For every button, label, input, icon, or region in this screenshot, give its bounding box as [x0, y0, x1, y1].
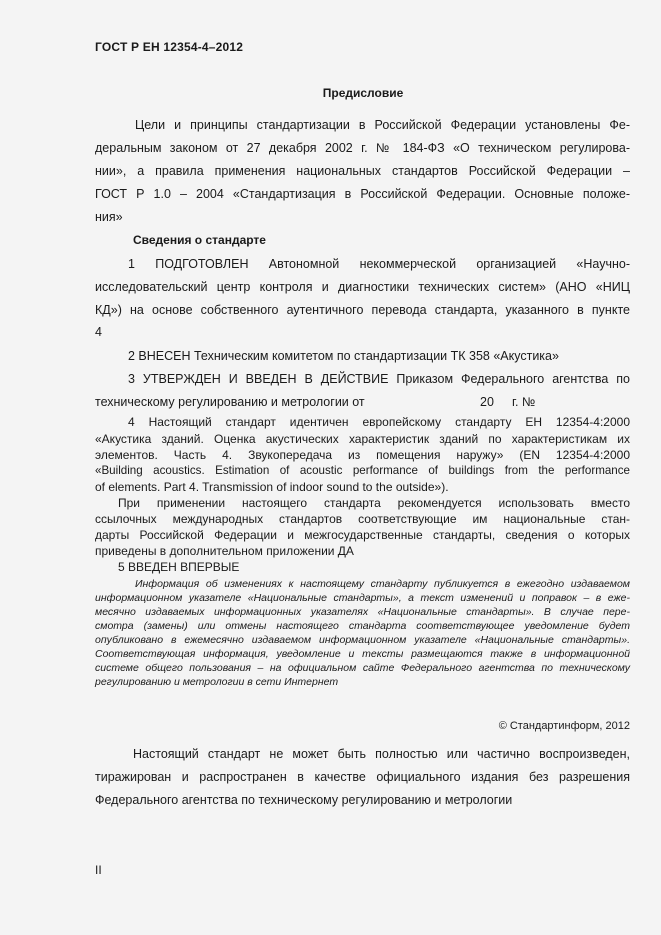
note-line: ссылочных международных стандартов соответствующие им национальные стан-: [95, 512, 630, 526]
item-3-line: техническому регулированию и метрологии от: [95, 395, 365, 409]
intro-line: Цели и принципы стандартизации в Российской Федерации установлены Фе-: [135, 118, 630, 132]
item-4-line: of elements. Part 4. Transmission of indoor sound to the outside»).: [95, 480, 449, 494]
info-line: регулированию и метрологии в сети Интернет: [95, 676, 339, 688]
foreword-title: Предисловие: [322, 86, 404, 100]
item-1-line: исследовательский центр контроля и диагностики технических систем» (АНО «НИЦ: [95, 280, 630, 294]
intro-line: деральным законом от 27 декабря 2002 г. № 184-ФЗ «О техническом регулирова-: [95, 141, 630, 155]
info-line: информационном указателе «Национальные стандарты», а текст изменений и поправок – в еже-: [95, 592, 630, 604]
reproduction-line: Федерального агентства по техническому регулированию и метрологии: [95, 793, 513, 807]
intro-line: ния»: [95, 210, 123, 224]
info-line: смотра (замены) или отмены настоящего стандарта соответствующее уведомление будет: [95, 620, 630, 632]
standard-info-subheading: Сведения о стандарте: [133, 233, 266, 247]
standard-code-header: ГОСТ Р ЕН 12354-4–2012: [95, 40, 244, 54]
page-number: II: [95, 863, 102, 877]
item-1-line: 4: [95, 325, 102, 339]
item-4-line: 4 Настоящий стандарт идентичен европейскому стандарту ЕН 12354-4:2000: [128, 415, 630, 429]
item-4-line: «Акустика зданий. Оценка акустических характеристик зданий по характеристикам их: [95, 432, 630, 446]
note-line: При применении настоящего стандарта рекомендуется использовать вместо: [118, 496, 630, 510]
item-1-line: КД») на основе собственного аутентичного перевода стандарта, указанного в пункте: [95, 303, 630, 317]
intro-line: ГОСТ Р 1.0 – 2004 «Стандартизация в Российской Федерации. Основные положе-: [95, 187, 630, 201]
item-4-line: «Building acoustics. Estimation of acoustic performance of buildings from the performance: [95, 464, 630, 477]
info-line: системе общего пользования – на официальном сайте Федерального агентства по техническому: [95, 662, 630, 674]
info-line: Информация об изменениях к настоящему стандарту публикуется в ежегодно издаваемом: [135, 578, 630, 590]
info-line: месячно издаваемых информационных указателях «Национальные стандарты». В случае пере-: [95, 606, 630, 618]
item-3-year: 20: [480, 395, 494, 409]
note-line: дарты Российской Федерации и межгосударственные стандарты, сведения о которых: [95, 528, 630, 542]
reproduction-line: Настоящий стандарт не может быть полностью или частично воспроизведен,: [133, 747, 630, 761]
item-2: 2 ВНЕСЕН Техническим комитетом по стандартизации ТК 358 «Акустика»: [128, 349, 559, 363]
intro-line: нии», а правила применения национальных стандартов Российской Федерации –: [95, 164, 630, 178]
item-5: 5 ВВЕДЕН ВПЕРВЫЕ: [118, 560, 240, 574]
note-line: приведены в дополнительном приложении ДА: [95, 544, 354, 558]
item-3-line: 3 УТВЕРЖДЕН И ВВЕДЕН В ДЕЙСТВИЕ Приказом Федерального агентства по: [128, 372, 630, 386]
item-1-line: 1 ПОДГОТОВЛЕН Автономной некоммерческой организацией «Научно-: [128, 257, 630, 271]
item-4-line: элементов. Часть 4. Звукопередача из помещения наружу» (EN 12354-4:2000: [95, 448, 630, 462]
item-3-order-no: г. №: [512, 395, 536, 409]
info-line: опубликовано в ежемесячно издаваемом информационном указателе «Национальные стандарты».: [95, 634, 630, 646]
info-line: Соответствующая информация, уведомление и тексты размещаются также в информационной: [95, 648, 630, 660]
copyright: © Стандартинформ, 2012: [498, 720, 630, 732]
reproduction-line: тиражирован и распространен в качестве официального издания без разрешения: [95, 770, 630, 784]
